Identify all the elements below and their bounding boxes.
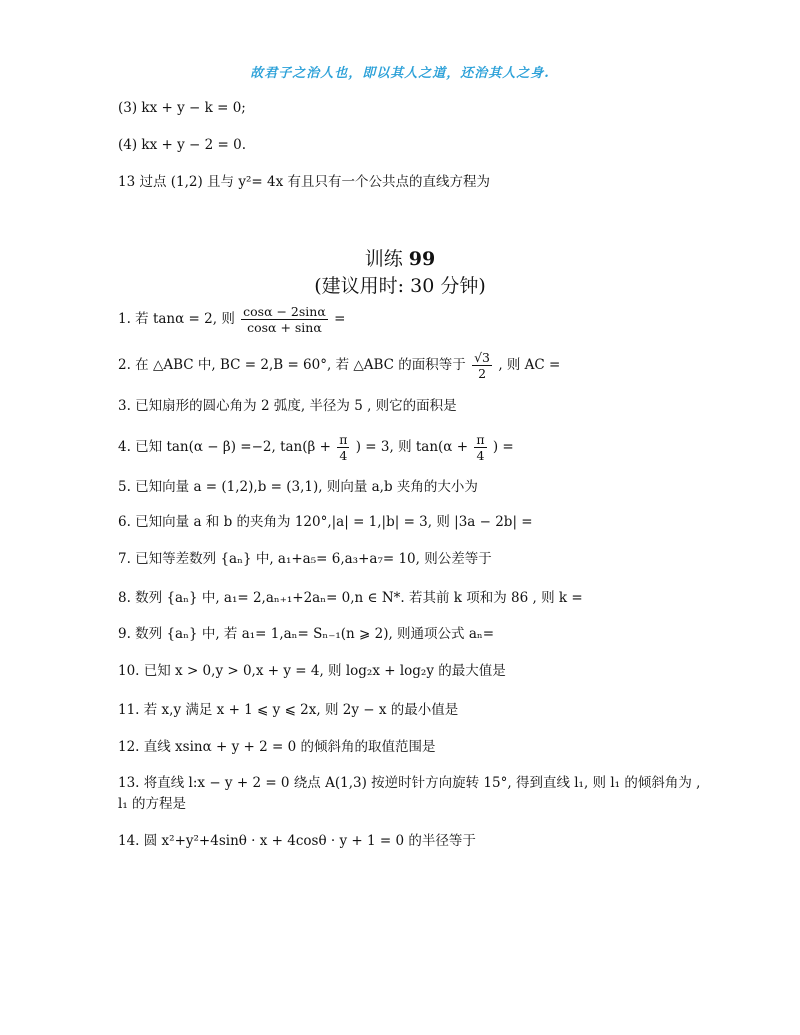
q2-suffix: , 则 AC =	[498, 357, 561, 373]
q4-fraction-1	[337, 432, 349, 463]
question-7: 7. 已知等差数列 {aₙ} 中, a₁+a₅= 6,a₃+a₇= 10, 则公差等于	[118, 551, 492, 567]
q1-numerator: cosα − 2sinα	[243, 304, 326, 319]
section-title-number: 99	[408, 248, 436, 270]
question-8: 8. 数列 {aₙ} 中, a₁= 2,aₙ₊₁+2aₙ= 0,n ∈ N*. 若其前 k 项和为 86 , 则 k =	[118, 590, 583, 606]
question-6: 6. 已知向量 a 和 b 的夹角为 120°,|a| = 1,|b| = 3, 则 |3a − 2b| =	[118, 514, 533, 530]
question-3: 3. 已知扇形的圆心角为 2 弧度, 半径为 5 , 则它的面积是	[118, 398, 457, 414]
header-motto: 故君子之治人也，即以其人之道，还治其人之身.	[250, 66, 550, 81]
q2-fraction	[472, 350, 492, 381]
q4-numerator-1: π	[339, 432, 348, 447]
q2-numerator: √3	[474, 350, 491, 365]
q1-denominator: cosα + sinα	[247, 320, 322, 335]
question-13-line-2: l₁ 的方程是	[118, 796, 187, 812]
question-1	[118, 304, 345, 335]
q4-suffix: ) =	[492, 439, 514, 455]
question-14: 14. 圆 x²+y²+4sinθ · x + 4cosθ · y + 1 = 0 的半径等于	[118, 833, 476, 849]
section-subtitle: (建议用时: 30 分钟)	[314, 275, 486, 297]
question-9: 9. 数列 {aₙ} 中, 若 a₁= 1,aₙ= Sₙ₋₁(n ⩾ 2), 则通项公式 aₙ=	[118, 626, 495, 642]
prev-item-13: 13 过点 (1,2) 且与 y²= 4x 有且只有一个公共点的直线方程为	[118, 174, 490, 190]
q4-fraction-2	[474, 432, 486, 463]
q2-prefix: 2. 在 △ABC 中, BC = 2,B = 60°, 若 △ABC 的面积等于	[118, 357, 466, 373]
q4-prefix: 4. 已知 tan(α − β) =−2, tan(β +	[118, 439, 331, 455]
q4-denominator-2: 4	[476, 448, 485, 463]
question-11: 11. 若 x,y 满足 x + 1 ⩽ y ⩽ 2x, 则 2y − x 的最小值是	[118, 702, 459, 718]
question-5: 5. 已知向量 a = (1,2),b = (3,1), 则向量 a,b 夹角的大小为	[118, 479, 478, 495]
q1-suffix: =	[334, 311, 346, 327]
q4-numerator-2: π	[476, 432, 485, 447]
q1-fraction	[241, 304, 328, 335]
question-13-line-1: 13. 将直线 l:x − y + 2 = 0 绕点 A(1,3) 按逆时针方向旋转 15°, 得到直线 l₁, 则 l₁ 的倾斜角为 ,	[118, 775, 701, 791]
section-title-text: 训练	[364, 248, 403, 270]
prev-item-4: (4) kx + y − 2 = 0.	[118, 137, 246, 153]
q4-denominator-1: 4	[339, 448, 348, 463]
question-4	[118, 432, 514, 463]
q2-denominator: 2	[478, 366, 487, 381]
q4-mid: ) = 3, 则 tan(α +	[355, 439, 469, 455]
q1-prefix: 1. 若 tanα = 2, 则	[118, 311, 235, 327]
prev-item-3: (3) kx + y − k = 0;	[118, 100, 246, 116]
question-12: 12. 直线 xsinα + y + 2 = 0 的倾斜角的取值范围是	[118, 739, 436, 755]
question-10: 10. 已知 x > 0,y > 0,x + y = 4, 则 log₂x + log₂y 的最大值是	[118, 663, 506, 679]
section-title	[0, 244, 800, 271]
question-2	[118, 350, 560, 381]
